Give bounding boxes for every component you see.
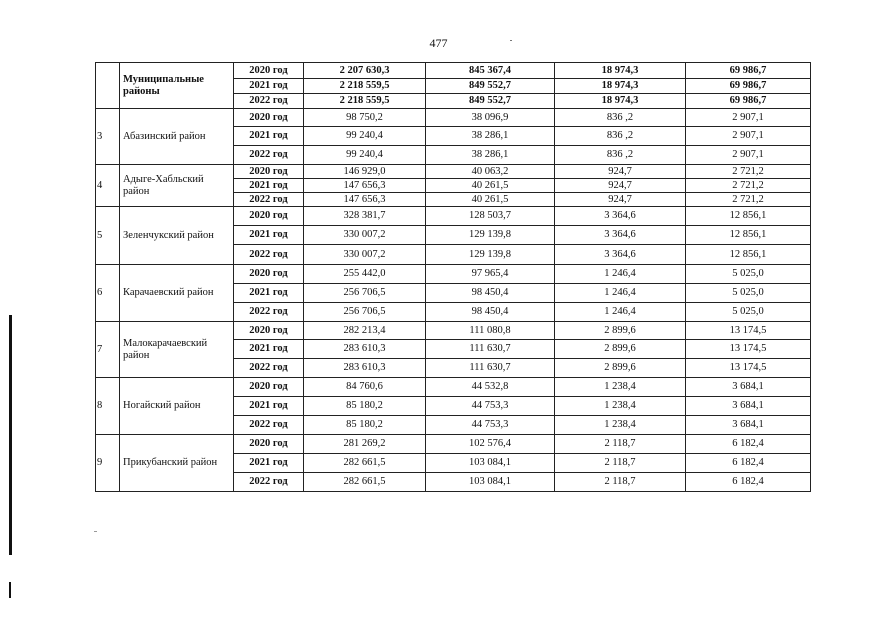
year-cell: 2020 год (234, 378, 304, 397)
value-cell: 3 364,6 (555, 226, 686, 245)
value-cell: 849 552,7 (426, 79, 555, 94)
value-cell: 3 364,6 (555, 245, 686, 265)
value-cell: 5 025,0 (686, 303, 811, 322)
value-cell: 44 532,8 (426, 378, 555, 397)
district-name-cell: Малокарачаевский район (120, 322, 234, 378)
value-cell: 129 139,8 (426, 245, 555, 265)
year-cell: 2021 год (234, 284, 304, 303)
value-cell: 18 974,3 (555, 94, 686, 109)
value-cell: 1 246,4 (555, 284, 686, 303)
value-cell: 85 180,2 (304, 397, 426, 416)
value-cell: 147 656,3 (304, 179, 426, 193)
value-cell: 103 084,1 (426, 473, 555, 492)
value-cell: 85 180,2 (304, 416, 426, 435)
value-cell: 3 364,6 (555, 207, 686, 226)
value-cell: 283 610,3 (304, 340, 426, 359)
year-cell: 2020 год (234, 207, 304, 226)
page-number: 477 (429, 36, 448, 50)
year-cell: 2021 год (234, 454, 304, 473)
value-cell: 12 856,1 (686, 226, 811, 245)
value-cell: 38 286,1 (426, 127, 555, 146)
value-cell: 69 986,7 (686, 63, 811, 79)
year-cell: 2022 год (234, 245, 304, 265)
row-number-cell: 5 (96, 207, 120, 265)
district-name-cell: Карачаевский район (120, 265, 234, 322)
table-row (96, 265, 811, 284)
value-cell: 129 139,8 (426, 226, 555, 245)
district-name-cell: Зеленчукский район (120, 207, 234, 265)
year-cell: 2022 год (234, 359, 304, 378)
value-cell: 2 721,2 (686, 179, 811, 193)
value-cell: 3 684,1 (686, 397, 811, 416)
value-cell: 40 261,5 (426, 179, 555, 193)
value-cell: 849 552,7 (426, 94, 555, 109)
row-number-cell (96, 63, 120, 109)
value-cell: 98 450,4 (426, 284, 555, 303)
value-cell: 330 007,2 (304, 226, 426, 245)
value-cell: 147 656,3 (304, 193, 426, 207)
value-cell: 84 760,6 (304, 378, 426, 397)
value-cell: 38 096,9 (426, 109, 555, 127)
year-cell: 2021 год (234, 340, 304, 359)
value-cell: 99 240,4 (304, 146, 426, 165)
row-number-cell: 7 (96, 322, 120, 378)
year-cell: 2022 год (234, 94, 304, 109)
value-cell: 111 080,8 (426, 322, 555, 340)
year-cell: 2020 год (234, 165, 304, 179)
budget-table (95, 62, 811, 492)
year-cell: 2022 год (234, 416, 304, 435)
value-cell: 99 240,4 (304, 127, 426, 146)
table-row (96, 165, 811, 179)
value-cell: 281 269,2 (304, 435, 426, 454)
value-cell: 2 118,7 (555, 435, 686, 454)
value-cell: 2 721,2 (686, 193, 811, 207)
value-cell: 2 907,1 (686, 109, 811, 127)
value-cell: 13 174,5 (686, 340, 811, 359)
value-cell: 3 684,1 (686, 416, 811, 435)
value-cell: 38 286,1 (426, 146, 555, 165)
value-cell: 924,7 (555, 193, 686, 207)
value-cell: 98 750,2 (304, 109, 426, 127)
year-cell: 2022 год (234, 303, 304, 322)
year-cell: 2021 год (234, 79, 304, 94)
value-cell: 69 986,7 (686, 79, 811, 94)
year-cell: 2020 год (234, 109, 304, 127)
table-row (96, 435, 811, 454)
year-cell: 2020 год (234, 322, 304, 340)
value-cell: 2 218 559,5 (304, 79, 426, 94)
value-cell: 44 753,3 (426, 416, 555, 435)
value-cell: 111 630,7 (426, 359, 555, 378)
value-cell: 12 856,1 (686, 245, 811, 265)
value-cell: 1 238,4 (555, 378, 686, 397)
row-number-cell: 9 (96, 435, 120, 492)
value-cell: 97 965,4 (426, 265, 555, 284)
scan-edge-shadow (9, 315, 12, 555)
value-cell: 69 986,7 (686, 94, 811, 109)
value-cell: 3 684,1 (686, 378, 811, 397)
value-cell: 6 182,4 (686, 435, 811, 454)
year-cell: 2021 год (234, 397, 304, 416)
value-cell: 924,7 (555, 165, 686, 179)
value-cell: 845 367,4 (426, 63, 555, 79)
value-cell: 836 ,2 (555, 109, 686, 127)
year-cell: 2021 год (234, 226, 304, 245)
value-cell: 2 907,1 (686, 146, 811, 165)
row-number-cell: 6 (96, 265, 120, 322)
value-cell: 2 899,6 (555, 359, 686, 378)
value-cell: 2 907,1 (686, 127, 811, 146)
year-cell: 2020 год (234, 435, 304, 454)
table-row (96, 322, 811, 340)
table-row (96, 207, 811, 226)
value-cell: 6 182,4 (686, 454, 811, 473)
district-name-cell: Ногайский район (120, 378, 234, 435)
value-cell: 103 084,1 (426, 454, 555, 473)
value-cell: 1 238,4 (555, 397, 686, 416)
value-cell: 330 007,2 (304, 245, 426, 265)
scan-edge-shadow-lower (9, 582, 11, 598)
value-cell: 40 261,5 (426, 193, 555, 207)
year-cell: 2022 год (234, 473, 304, 492)
value-cell: 256 706,5 (304, 303, 426, 322)
value-cell: 18 974,3 (555, 63, 686, 79)
value-cell: 283 610,3 (304, 359, 426, 378)
value-cell: 40 063,2 (426, 165, 555, 179)
value-cell: 2 118,7 (555, 473, 686, 492)
value-cell: 13 174,5 (686, 359, 811, 378)
value-cell: 6 182,4 (686, 473, 811, 492)
value-cell: 5 025,0 (686, 265, 811, 284)
value-cell: 128 503,7 (426, 207, 555, 226)
value-cell: 18 974,3 (555, 79, 686, 94)
value-cell: 2 721,2 (686, 165, 811, 179)
value-cell: 328 381,7 (304, 207, 426, 226)
value-cell: 2 899,6 (555, 322, 686, 340)
value-cell: 1 238,4 (555, 416, 686, 435)
value-cell: 5 025,0 (686, 284, 811, 303)
value-cell: 2 899,6 (555, 340, 686, 359)
year-cell: 2022 год (234, 146, 304, 165)
scan-speck (510, 40, 512, 41)
table-row (96, 378, 811, 397)
row-number-cell: 8 (96, 378, 120, 435)
value-cell: 256 706,5 (304, 284, 426, 303)
value-cell: 282 661,5 (304, 454, 426, 473)
value-cell: 102 576,4 (426, 435, 555, 454)
year-cell: 2022 год (234, 193, 304, 207)
value-cell: 146 929,0 (304, 165, 426, 179)
value-cell: 12 856,1 (686, 207, 811, 226)
value-cell: 1 246,4 (555, 303, 686, 322)
value-cell: 44 753,3 (426, 397, 555, 416)
row-number-cell: 3 (96, 109, 120, 165)
value-cell: 13 174,5 (686, 322, 811, 340)
value-cell: 836 ,2 (555, 127, 686, 146)
district-name-cell: Муниципальные районы (120, 63, 234, 109)
district-name-cell: Прикубанский район (120, 435, 234, 492)
year-cell: 2021 год (234, 179, 304, 193)
value-cell: 255 442,0 (304, 265, 426, 284)
value-cell: 1 246,4 (555, 265, 686, 284)
district-name-cell: Адыге-Хабльский район (120, 165, 234, 207)
value-cell: 2 207 630,3 (304, 63, 426, 79)
row-number-cell: 4 (96, 165, 120, 207)
value-cell: 924,7 (555, 179, 686, 193)
scan-speck-left (94, 531, 97, 532)
value-cell: 2 218 559,5 (304, 94, 426, 109)
table-row (96, 63, 811, 79)
value-cell: 111 630,7 (426, 340, 555, 359)
value-cell: 98 450,4 (426, 303, 555, 322)
year-cell: 2020 год (234, 265, 304, 284)
year-cell: 2021 год (234, 127, 304, 146)
value-cell: 282 661,5 (304, 473, 426, 492)
table-row (96, 109, 811, 127)
value-cell: 836 ,2 (555, 146, 686, 165)
district-name-cell: Абазинский район (120, 109, 234, 165)
value-cell: 282 213,4 (304, 322, 426, 340)
value-cell: 2 118,7 (555, 454, 686, 473)
year-cell: 2020 год (234, 63, 304, 79)
